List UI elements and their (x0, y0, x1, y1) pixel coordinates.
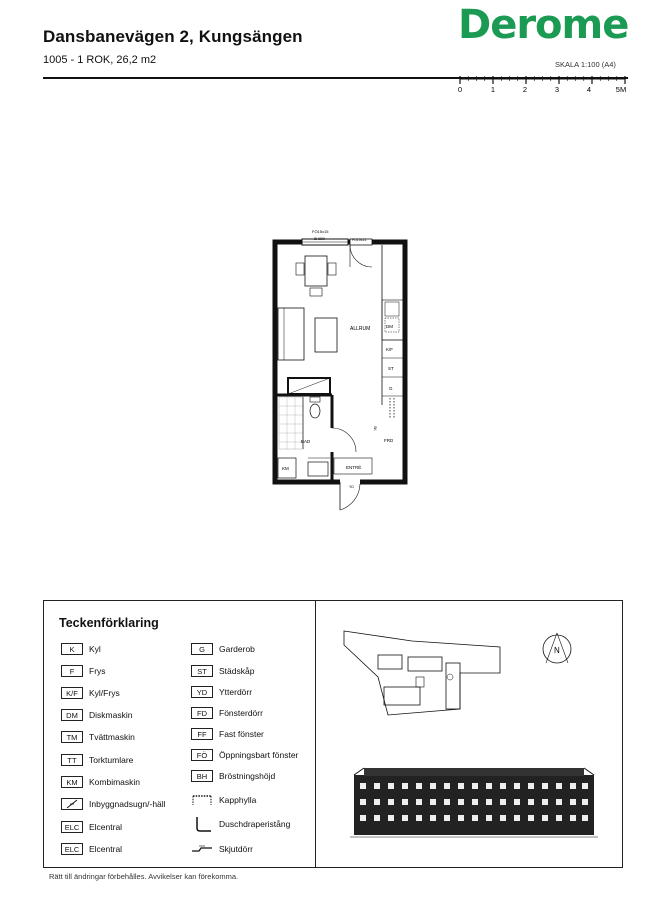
scale-bar (455, 76, 635, 98)
legend-label: Tvättmaskin (89, 732, 135, 742)
legend-code: K (61, 643, 83, 655)
legend-item (191, 769, 275, 783)
site-plan (320, 605, 618, 863)
sink (308, 462, 328, 476)
legend-item (61, 708, 132, 722)
legend-item (61, 686, 120, 700)
legend-code: G (191, 643, 213, 655)
sofa (278, 308, 304, 360)
legend-code: DM (61, 709, 83, 721)
scale-tick-label: 4 (586, 85, 592, 94)
window-label: BH800 (314, 237, 325, 241)
legend-label: Öppningsbart fönster (219, 750, 299, 760)
legend-label: Bröstningshöjd (219, 771, 276, 781)
scale-tick-label: 2 (522, 85, 528, 94)
legend-label: Garderob (219, 644, 255, 654)
legend-item (191, 685, 252, 699)
legend-item (191, 793, 256, 807)
legend-label: Elcentral (89, 844, 123, 854)
scale-label: SKALA 1:100 (A4) (555, 60, 616, 69)
legend-label: Kyl/Frys (89, 688, 120, 698)
brand-logo: Derome (458, 2, 629, 48)
coffee-table (315, 318, 337, 352)
building-footprint (384, 687, 420, 705)
scale-tick-label: 5M (615, 85, 627, 94)
legend-label: Kyl (89, 644, 101, 654)
legend-code: F (61, 665, 83, 677)
legend-item (61, 842, 122, 856)
legend-item (191, 817, 290, 831)
legend-item (61, 642, 101, 656)
page-title: Dansbanevägen 2, Kungsängen (43, 27, 303, 46)
legend-code: ELC (61, 843, 83, 855)
building-footprint (378, 655, 402, 669)
fixture-km: KM (282, 466, 289, 471)
legend-divider (315, 600, 316, 868)
fixture-st: ST (388, 366, 394, 371)
scale-tick-label: 3 (554, 85, 560, 94)
legend-label: Duschdraperistång (219, 819, 291, 829)
legend-item (191, 727, 264, 741)
legend-code: TM (61, 731, 83, 743)
door-window-label: FD10x21 (352, 238, 367, 242)
legend-label: Städskåp (219, 666, 255, 676)
room-label-bad: BAD (301, 439, 311, 444)
legend-code: FÖ (191, 749, 213, 761)
floor-plan (270, 230, 415, 515)
legend-code: FD (191, 707, 213, 719)
scale-tick-label: 1 (490, 85, 496, 94)
room-label-allrum: ALLRUM (350, 326, 371, 332)
legend-item (61, 797, 166, 811)
legend-label: Diskmaskin (89, 710, 133, 720)
legend-label: Kombimaskin (89, 777, 141, 787)
shower-rod-symbol-icon (191, 817, 213, 831)
kitchen-counter (382, 300, 404, 340)
fixture-sk: SK (373, 426, 377, 431)
legend-code: ELC (61, 821, 83, 833)
legend-item (61, 730, 135, 744)
window-label: FÖ15x15 (312, 230, 329, 234)
hat-shelf-symbol-icon (191, 793, 213, 807)
legend-label: Frys (89, 666, 106, 676)
fixture-dm: DM (386, 324, 393, 329)
fixture-kf: K/F (386, 347, 394, 352)
room-label-entre: ENTRÉ (346, 465, 362, 470)
footer-disclaimer: Rätt till ändringar förbehålles. Avvikelser kan förekomma. (49, 872, 239, 881)
outer-walls (275, 242, 405, 482)
building-footprint (408, 657, 442, 671)
dining-table (305, 256, 327, 286)
fixture-yd: YD (349, 485, 354, 489)
legend-item (191, 748, 298, 762)
sliding-door-symbol-icon (191, 842, 213, 856)
legend-item (61, 664, 106, 678)
hat-shelf (390, 398, 394, 418)
legend-code: ST (191, 665, 213, 677)
building-elevation (350, 768, 598, 837)
legend-item (61, 753, 133, 767)
legend-title: Teckenförklaring (59, 616, 159, 630)
legend-label: Skjutdörr (219, 844, 254, 854)
oven-symbol-icon (61, 798, 83, 810)
unit-info: 1005 - 1 ROK, 26,2 m2 (43, 54, 157, 66)
shower-floor (279, 397, 303, 449)
legend-item (191, 664, 254, 678)
compass-icon (543, 633, 571, 663)
fixture-frd: FRD (384, 438, 394, 443)
legend-label: Ytterdörr (219, 687, 253, 697)
legend-item (61, 775, 140, 789)
legend-label: Kapphylla (219, 795, 257, 805)
legend-code: TT (61, 754, 83, 766)
legend-code: FF (191, 728, 213, 740)
site-boundary (344, 631, 500, 715)
toilet (310, 404, 320, 418)
compass-label: N (554, 646, 560, 655)
legend-label: Elcentral (89, 822, 123, 832)
legend-label: Inbyggnadsugn/-häll (89, 799, 166, 809)
building-footprint (446, 663, 460, 709)
legend-code: KM (61, 776, 83, 788)
legend-item (61, 820, 122, 834)
scale-tick-label: 0 (457, 85, 463, 94)
fixture-g: G (389, 386, 393, 391)
legend-item (191, 706, 263, 720)
legend-label: Torktumlare (89, 755, 134, 765)
legend-item (191, 642, 255, 656)
legend-item (191, 842, 253, 856)
legend-label: Fast fönster (219, 729, 264, 739)
legend-code: K/F (61, 687, 83, 699)
legend-code: BH (191, 770, 213, 782)
legend-code: YD (191, 686, 213, 698)
legend-label: Fönsterdörr (219, 708, 263, 718)
